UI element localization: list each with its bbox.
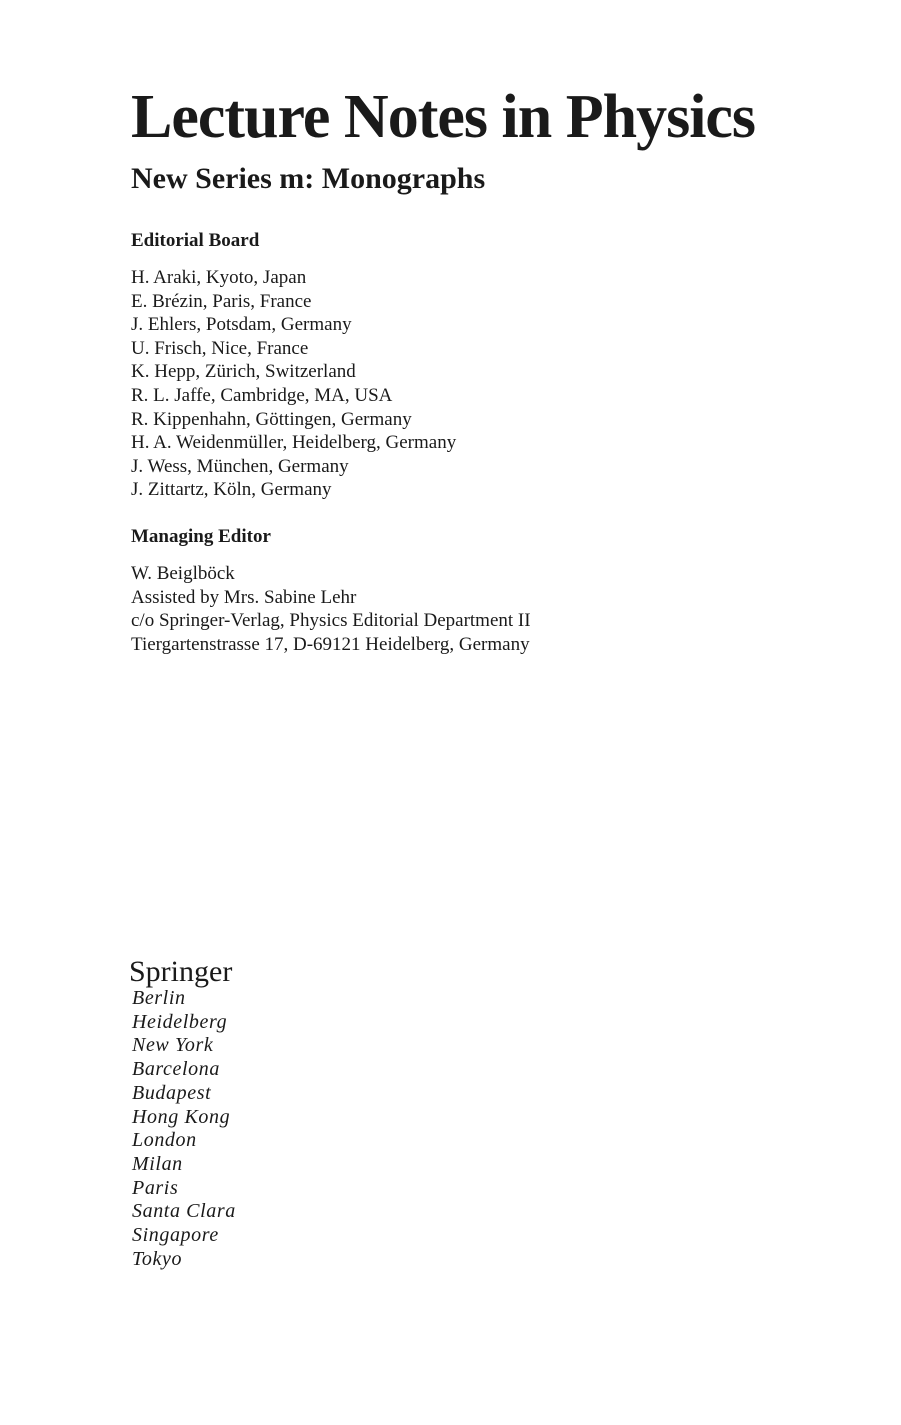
editorial-board-member: K. Hepp, Zürich, Switzerland xyxy=(131,361,356,383)
editorial-board-member: R. L. Jaffe, Cambridge, MA, USA xyxy=(131,384,393,406)
publisher-city: Tokyo xyxy=(132,1247,183,1270)
editorial-board-list xyxy=(131,266,456,502)
publisher-city: Paris xyxy=(132,1176,179,1199)
managing-editor-heading: Managing Editor xyxy=(131,526,271,547)
editorial-board-heading: Editorial Board xyxy=(131,230,260,251)
publisher-city: New York xyxy=(132,1034,214,1057)
series-subtitle: New Series m: Monographs xyxy=(131,162,486,195)
publisher-city: Berlin xyxy=(132,987,186,1009)
publisher-city: Barcelona xyxy=(132,1058,220,1081)
managing-editor-details xyxy=(131,562,531,656)
publisher-city: London xyxy=(132,1129,197,1152)
publisher-city: Santa Clara xyxy=(132,1200,236,1223)
publisher-city-list xyxy=(132,987,236,1271)
series-title: Lecture Notes in Physics xyxy=(131,83,756,151)
managing-editor-assistant: Assisted by Mrs. Sabine Lehr xyxy=(131,586,357,608)
editorial-board-member: J. Wess, München, Germany xyxy=(131,455,349,477)
editorial-board-member: E. Brézin, Paris, France xyxy=(131,290,312,312)
managing-editor-name: W. Beiglböck xyxy=(131,563,235,584)
editorial-board-member: R. Kippenhahn, Göttingen, Germany xyxy=(131,408,412,430)
editorial-board-member: U. Frisch, Nice, France xyxy=(131,337,309,359)
publisher-city: Milan xyxy=(132,1152,183,1175)
managing-editor-department: c/o Springer-Verlag, Physics Editorial Department II xyxy=(131,610,531,632)
publisher-city: Hong Kong xyxy=(132,1105,231,1128)
editorial-board-member: J. Zittartz, Köln, Germany xyxy=(131,479,332,501)
publisher-name: Springer xyxy=(129,955,233,988)
editorial-board-member: J. Ehlers, Potsdam, Germany xyxy=(131,314,352,336)
editorial-board-member: H. A. Weidenmüller, Heidelberg, Germany xyxy=(131,432,457,454)
editorial-board-member: H. Araki, Kyoto, Japan xyxy=(131,267,307,288)
publisher-city: Singapore xyxy=(132,1224,219,1247)
publisher-city: Heidelberg xyxy=(132,1010,228,1033)
managing-editor-address: Tiergartenstrasse 17, D-69121 Heidelberg, Germany xyxy=(131,633,530,655)
publisher-city: Budapest xyxy=(132,1081,212,1104)
